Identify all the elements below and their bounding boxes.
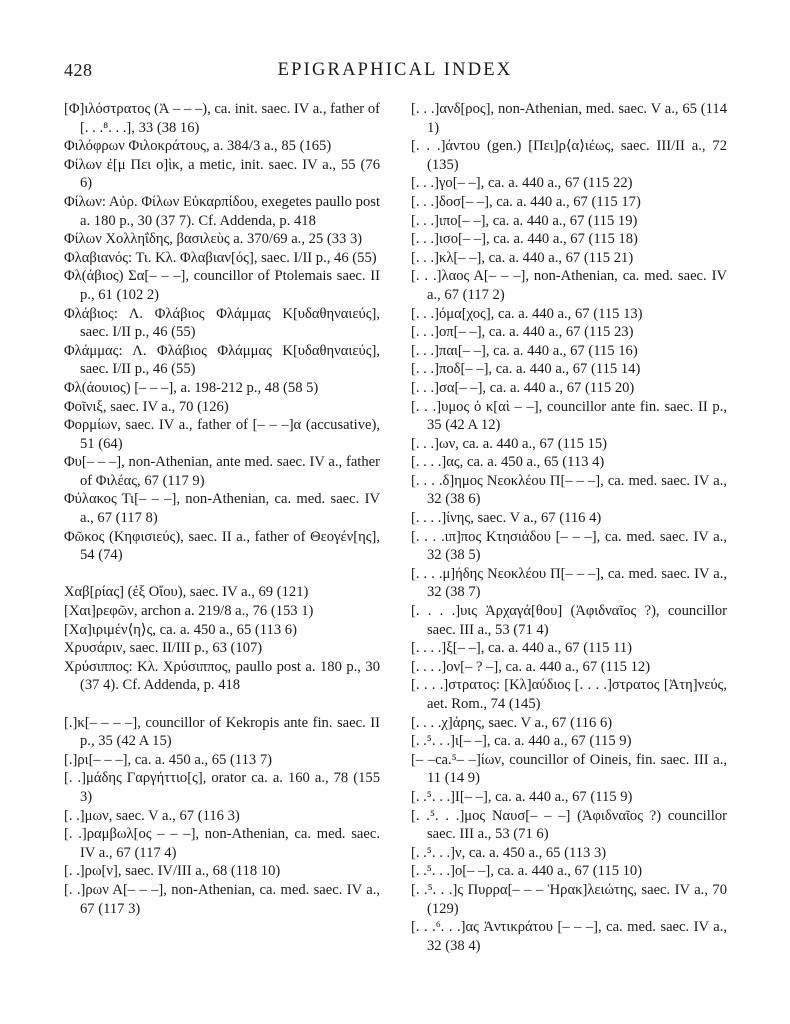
index-entry: Φύλακος Τι[– – –], non-Athenian, ca. med. saec. IV a., 67 (117 8) [64, 491, 380, 527]
index-entry: [. . . .]ον[– ? –], ca. a. 440 a., 67 (115 12) [411, 658, 651, 675]
index-entry: [Χα]ιριμέν⟨η⟩ς, ca. a. 450 a., 65 (113 6) [64, 621, 297, 638]
index-entry: [. .]μων, saec. V a., 67 (116 3) [64, 807, 240, 824]
section-gap [64, 695, 380, 714]
index-entry: [– –ca.⁵– –]ίων, councillor of Oineis, fin. saec. III a., 11 (14 9) [411, 751, 727, 787]
index-entry: [. .]μάδης Γαργήττιο[ς], orator ca. a. 160 a., 78 (155 3) [64, 770, 380, 805]
section-gap [64, 565, 380, 584]
index-entry: [. . .⁶. . .]ας Ἀντικράτου [– – –], ca. med. saec. IV a., 32 (38 4) [411, 919, 727, 954]
left-column [64, 100, 380, 918]
index-entry: [. .⁵. . .]μος Ναυσ[– – –] (Ἀφιδναῖος ?) councillor saec. III a., 53 (71 6) [411, 807, 727, 843]
index-entry: Φυ[– – –], non-Athenian, ante med. saec. IV a., father of Φιλέας, 67 (117 9) [64, 454, 380, 489]
index-entry: [. . .]όμα[χος], ca. a. 440 a., 67 (115 13) [411, 305, 643, 322]
index-entry: [. . .]υμος ὁ κ[αὶ – –], councillor ante fin. saec. II p., 35 (42 A 12) [411, 398, 727, 434]
index-entry: [. .⁵. . .]Ι[– –], ca. a. 440 a., 67 (115 9) [411, 788, 633, 805]
index-entry: [. . .]ων, ca. a. 440 a., 67 (115 15) [411, 435, 608, 452]
index-entry: [Χαι]ρεφῶν, archon a. 219/8 a., 76 (153 1) [64, 603, 314, 620]
index-entry: [. . . .μ]ήδης Νεοκλέου Π[– – –], ca. med. saec. IV a., 32 (38 7) [411, 565, 727, 601]
index-entry: Φίλων: Αὐρ. Φίλων Εὐκαρπίδου, exegetes paullo post a. 180 p., 30 (37 7). Cf. Addenda, p. 418 [64, 193, 380, 229]
index-entry: [. . .]ανδ[ρος], non-Athenian, med. saec. V a., 65 (114 1) [411, 101, 727, 136]
index-entry: [. . .]λαος Α[– – –], non-Athenian, ca. med. saec. IV a., 67 (117 2) [411, 268, 727, 303]
index-entry: [. . .]σα[– –], ca. a. 440 a., 67 (115 20) [411, 379, 635, 396]
index-entry: [. . . .χ]άρης, saec. V a., 67 (116 6) [411, 714, 613, 731]
index-entry: [.]ρι[– – –], ca. a. 450 a., 65 (113 7) [64, 751, 273, 768]
index-entry: [. . . .]ας, ca. a. 450 a., 65 (113 4) [411, 454, 605, 471]
index-entry: Φοῖνιξ, saec. IV a., 70 (126) [64, 398, 229, 415]
index-entry: Φορμίων, saec. IV a., father of [– – –]α (accusative), 51 (64) [64, 417, 380, 452]
index-entry: Χαβ[ρίας] (ἐξ Οἴου), saec. IV a., 69 (121) [64, 584, 309, 601]
index-entry: [. .⁵. . .]ς Πυρρα[– – – Ἡρακ]λειώτης, saec. IV a., 70 (129) [411, 881, 727, 917]
index-entry: [. . .]παι[– –], ca. a. 440 a., 67 (115 16) [411, 342, 638, 359]
index-entry: Φίλων ἐ[μ Πει ο]ὶκ, a metic, init. saec. IV a., 55 (76 6) [64, 156, 380, 192]
index-entry: Χρύσιππος: Κλ. Χρύσιππος, paullo post a. 180 p., 30 (37 4). Cf. Addenda, p. 418 [64, 658, 380, 694]
right-column [411, 100, 727, 955]
index-entry: Φίλων Χολληΐδης, βασιλεὺς a. 370/69 a., 25 (33 3) [64, 231, 363, 248]
index-entry: [. . . .]υις Ἀρχαγά[θου] (Ἀφιδναῖος ?), councillor saec. III a., 53 (71 4) [411, 603, 727, 638]
index-entry: [. .]ρων Α[– – –], non-Athenian, ca. med. saec. IV a., 67 (117 3) [64, 881, 380, 917]
index-entry: [Φ]ιλόστρατος (Ἀ – – –), ca. init. saec. IV a., father of [. . .⁸. . .], 33 (38 16) [64, 101, 380, 136]
running-title: EPIGRAPHICAL INDEX [277, 60, 513, 80]
index-entry: Χρυσάριν, saec. II/III p., 63 (107) [64, 640, 263, 657]
index-entry: [. . .]άντου (gen.) [Πει]ρ⟨α⟩ιέως, saec. III/II a., 72 (135) [411, 138, 727, 173]
index-entry: Φλάμμας: Λ. Φλάβιος Φλάμμας Κ[υδαθηναιεύς], saec. I/II p., 46 (55) [64, 342, 380, 378]
index-entry: [. . . .δ]ημος Νεοκλέου Π[– – –], ca. med. saec. IV a., 32 (38 6) [411, 472, 727, 508]
index-entry: Φλάβιος: Λ. Φλάβιος Φλάμμας Κ[υδαθηναιεύς], saec. I/II p., 46 (55) [64, 305, 380, 341]
index-entry: [. . . .]ίνης, saec. V a., 67 (116 4) [411, 510, 602, 527]
index-entry: [. . .]οπ[– –], ca. a. 440 a., 67 (115 23) [411, 324, 634, 341]
index-entry: Φλαβιανός: Τι. Κλ. Φλαβιαν[ός], saec. I/II p., 46 (55) [64, 249, 377, 266]
index-entry: Φῶκος (Κηφισιεύς), saec. II a., father of Θεογέν[ης], 54 (74) [64, 528, 380, 564]
index-entry: [. .]ραμβωλ[ος – – –], non-Athenian, ca. med. saec. IV a., 67 (117 4) [64, 826, 380, 861]
index-entry: [. . . .ιπ]πος Κτησιάδου [– – –], ca. med. saec. IV a., 32 (38 5) [411, 528, 727, 564]
index-entry: [.]κ[– – – –], councillor of Kekropis ante fin. saec. II p., 35 (42 A 15) [64, 714, 380, 750]
index-entry: [. . .]ιπο[– –], ca. a. 440 a., 67 (115 19) [411, 212, 638, 229]
index-entry: Φλ(άβιος) Σα[– – –], councillor of Ptolemais saec. II p., 61 (102 2) [64, 268, 380, 303]
index-entry: [. .⁵. . .]ι[– –], ca. a. 440 a., 67 (115 9) [411, 733, 632, 750]
index-entry: [. .]ρω[ν], saec. IV/III a., 68 (118 10) [64, 863, 281, 880]
index-entry: [. . . .]ξ[– –], ca. a. 440 a., 67 (115 11) [411, 640, 633, 657]
index-entry: Φιλόφρων Φιλοκράτους, a. 384/3 a., 85 (165) [64, 138, 332, 155]
index-entry: [. . .]ισο[– –], ca. a. 440 a., 67 (115 18) [411, 231, 638, 248]
page-number: 428 [64, 60, 93, 80]
index-entry: Φλ(άουιος) [– – –], a. 198-212 p., 48 (58 5) [64, 379, 319, 396]
index-entry: [. . .]γο[– –], ca. a. 440 a., 67 (115 22) [411, 175, 633, 192]
index-entry: [. . .]δοσ[– –], ca. a. 440 a., 67 (115 17) [411, 193, 641, 210]
index-entry: [. .⁵. . .]ο[– –], ca. a. 440 a., 67 (115 10) [411, 863, 643, 880]
index-entry: [. .⁵. . .]ν, ca. a. 450 a., 65 (113 3) [411, 844, 607, 861]
page-header [64, 60, 726, 86]
index-entry: [. . .]ποδ[– –], ca. a. 440 a., 67 (115 14) [411, 361, 641, 378]
index-entry: [. . .]κλ[– –], ca. a. 440 a., 67 (115 21) [411, 249, 634, 266]
index-entry: [. . . .]στρατος: [Κλ]αύδιος [. . . .]στρατος [Ἀτη]νεύς, aet. Rom., 74 (145) [411, 677, 727, 712]
